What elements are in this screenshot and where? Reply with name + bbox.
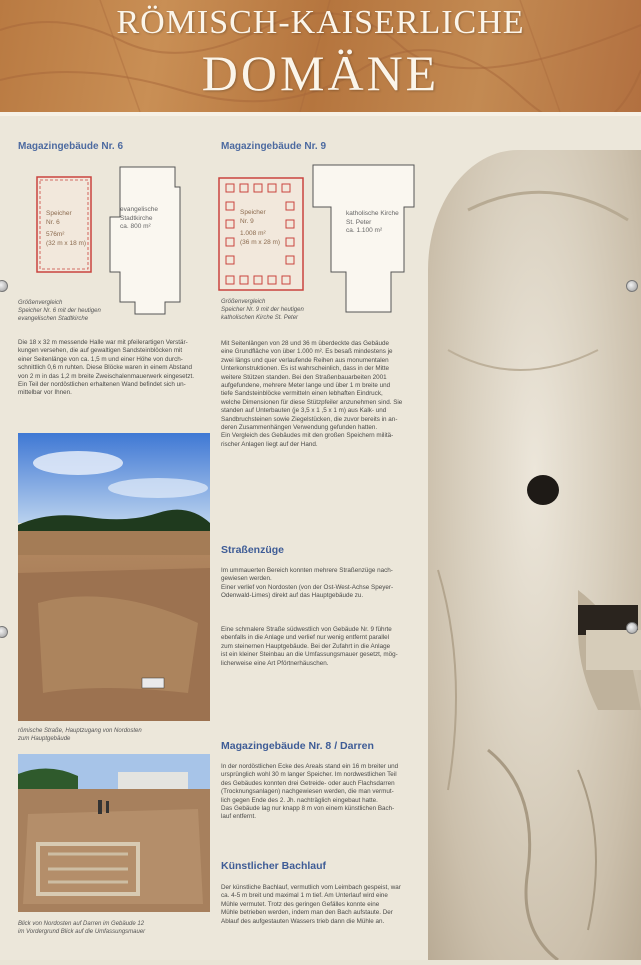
body-text-magazin-8: In der nordöstlichen Ecke des Areals stand ein 16 m breiter und ursprünglich wohl 30 m langer Speicher. Im nordwestlichen Teil des Gebäudes konnten drei Getreide- oder auch Flachsdarren (Trocknungsanlagen) nachgewiesen werden, die man vermut- lich gegen Ende des 2. Jh. nachträglich eingebaut hatte. Das Gebäude lag nur knapp 8 m von einem künstlichen Bach- lauf entfernt. xyxy=(221,763,399,821)
title-banner xyxy=(0,0,641,112)
heading-magazin-6: Magazingebäude Nr. 6 xyxy=(18,141,124,152)
plan-label-church-9: katholische Kirche St. Peter ca. 1.100 m² xyxy=(346,210,399,234)
caption-photo-road: römische Straße, Hauptzugang von Nordosten zum Hauptgebäude xyxy=(18,728,142,742)
plan-label-speicher-9: Speicher Nr. 9 1.008 m² (36 m x 28 m) xyxy=(240,209,281,246)
body-text-bachlauf: Der künstliche Bachlauf, vermutlich vom Leimbach gespeist, war ca. 4-5 m breit und maximal 1 m tief. Am Unterlauf wird eine Mühle vermutet. Trotz des geringen Gefälles konnte eine Mühle betrieben werden, indem man den Bach aufstaute. Der Ablauf des aufgestauten Wassers trieb dann die Mühle an. xyxy=(221,884,401,925)
body-text-strassenzuege-1: Im ummauerten Bereich konnten mehrere Straßenzüge nach- gewiesen werden. Einer verlief von Nordosten (von der Ost-West-Achse Speyer- Odenwald-Limes) direkt auf das Hauptgebäude zu. xyxy=(221,567,394,600)
heading-magazin-9: Magazingebäude Nr. 9 xyxy=(221,141,327,152)
caption-plan-9: Größenvergleich Speicher Nr. 9 mit der heutigen katholischen Kirche St. Peter xyxy=(221,299,304,321)
body-text-strassenzuege-2: Eine schmalere Straße südwestlich von Gebäude Nr. 9 führte ebenfalls in die Anlage und verlief nur wenig entfernt parallel zum steinernen Hauptgebäude. Bei der Zufahrt in die Anlage ist ein kleiner Steinbau an die Umfassungsmauer gesetzt, mög- licherweise eine Art Pförtnerhäuschen. xyxy=(221,626,398,667)
photo-roman-road xyxy=(18,433,210,721)
plan-label-church-6: evangelische Stadtkirche ca. 800 m² xyxy=(120,206,158,230)
stone-mask-image xyxy=(428,150,641,960)
photo-darren-excavation xyxy=(18,754,210,912)
mounting-screw xyxy=(626,622,638,634)
mounting-screw xyxy=(626,280,638,292)
caption-photo-darren: Blick von Nordosten auf Darren im Gebäude 12 im Vordergrund Blick auf die Umfassungsmauer xyxy=(18,921,146,935)
plan-label-speicher-6: Speicher Nr. 6 576m² (32 m x 18 m) xyxy=(46,210,87,247)
heading-magazin-8-darren: Magazingebäude Nr. 8 / Darren xyxy=(221,740,374,752)
heading-strassenzuege: Straßenzüge xyxy=(221,544,285,556)
title-line-1: RÖMISCH-KAISERLICHE xyxy=(116,4,525,41)
stone-face-relief xyxy=(428,150,641,960)
caption-plan-6: Größenvergleich Speicher Nr. 6 mit der heutigen evangelischen Stadtkirche xyxy=(18,300,101,322)
heading-bachlauf: Künstlicher Bachlauf xyxy=(221,860,327,872)
body-text-magazin-9: Mit Seitenlängen von 28 und 36 m überdeckte das Gebäude eine Grundfläche von über 1.000 m². Es besaß mindestens je zwei längs und quer verlaufende Reihen aus monumentalen Unterkonstruktionen. Es ist wahrscheinlich, dass in der Mitte weitere Stützen standen. Bei den Straßenbauarbeiten 2001 aufgefundene, mehrere Meter lange und über 1 m breite und tiefe Sandsteinblöcke vermitteln einen lebhaften Eindruck, welche Dimensionen für diese Stützpfeiler anzunehmen sind. Sie standen auf Unterbauten (je 3,5 x 1 ,5 x 1 m) aus Kalk- und Sandbruchsteinen sowie Ziegelstücken, die zuvor bereits in an- deren Zusammenhängen Verwendung gefunden hatten. Ein Vergleich des Gebäudes mit den großen Speichern militä- rischer Anlagen liegt auf der Hand. xyxy=(221,340,403,448)
body-text-magazin-6: Die 18 x 32 m messende Halle war mit pfeilerartigen Verstär- kungen versehen, die auf gewaltigen Sandsteinblöcken mit einer Seitenlänge von ca. 1,5 m und einer Höhe von durch- schnittlich 0,6 m ruhten. Diese Blöcke waren in einem Abstand von 2 m in das 1,2 m breite Zweischalenmauerwerk eingesetzt. Ein Teil der nordöstlichen erhaltenen Wand befindet sich un- mittelbar vor Ihnen. xyxy=(18,339,195,397)
title-line-2: DOMÄNE xyxy=(201,45,440,101)
